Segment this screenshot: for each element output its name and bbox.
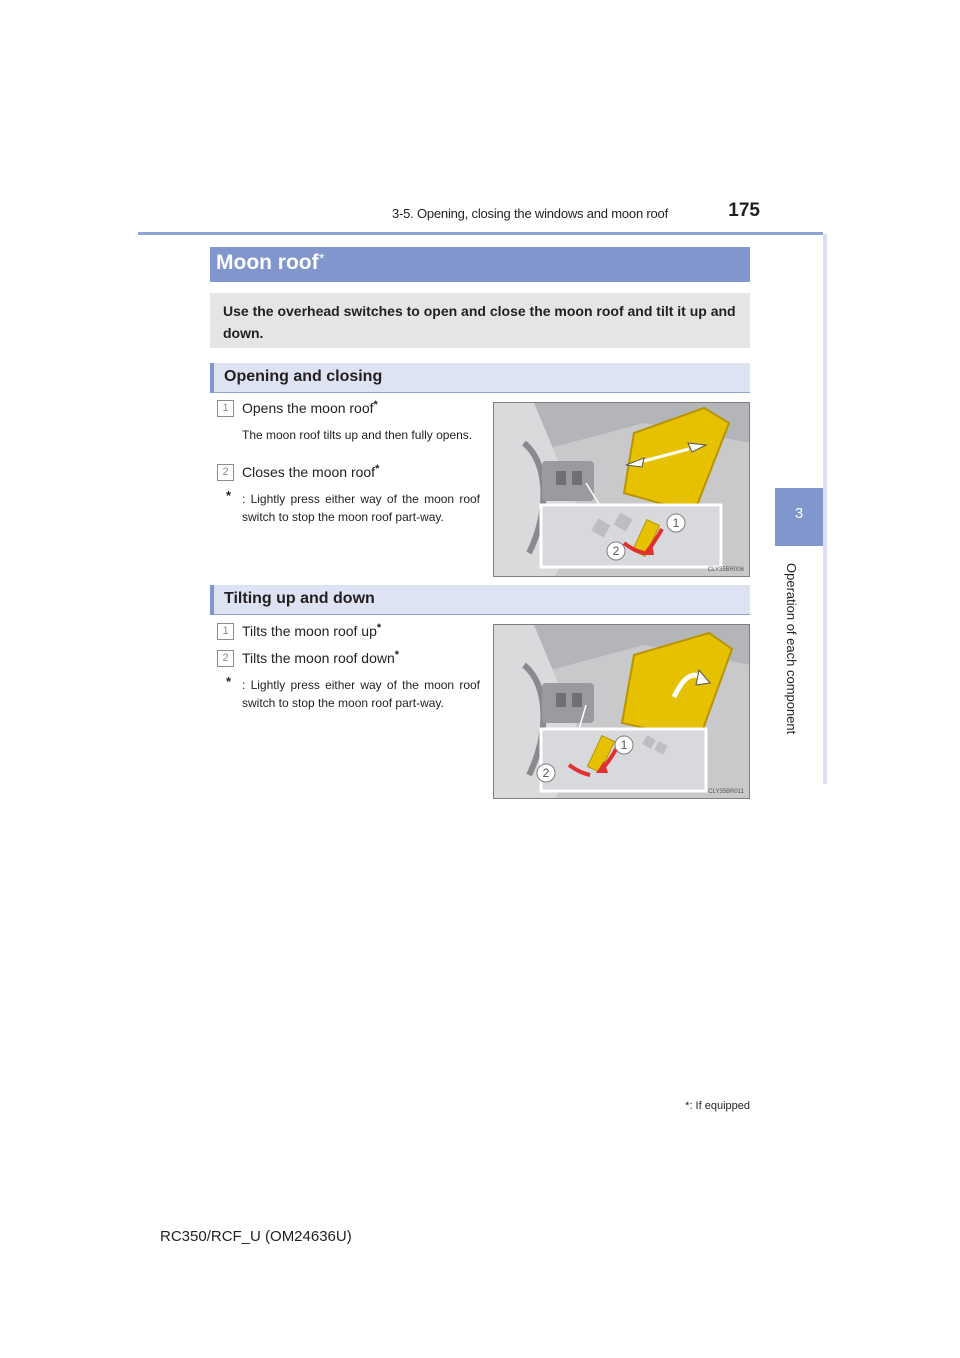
note-star: * xyxy=(226,488,232,503)
callout-2: 2 xyxy=(542,766,550,780)
item-tilt-down xyxy=(242,650,399,666)
illustration-tilt xyxy=(493,624,750,799)
item-star: * xyxy=(376,622,382,634)
item-description: The moon roof tilts up and then fully opens. xyxy=(242,428,473,442)
subheading-text: Opening and closing xyxy=(224,368,383,385)
item-star: * xyxy=(394,649,400,661)
item-tilt-up xyxy=(242,623,381,639)
side-strip xyxy=(823,234,827,784)
item-number: 2 xyxy=(217,464,234,481)
item-number: 2 xyxy=(217,650,234,667)
title-star: * xyxy=(319,250,325,266)
page-number: 175 xyxy=(728,200,760,221)
note-text: : Lightly press either way of the moon roof switch to stop the moon roof part-way. xyxy=(242,678,480,710)
item-text: Tilts the moon roof up xyxy=(242,623,377,639)
intro-text: Use the overhead switches to open and close the moon roof and tilt it up and down. xyxy=(210,293,750,348)
footer-model-code: RC350/RCF_U (OM24636U) xyxy=(160,1228,352,1245)
item-text: Closes the moon roof xyxy=(242,464,376,480)
subheading-tilting xyxy=(210,585,750,615)
note-text: : Lightly press either way of the moon roof switch to stop the moon roof part-way. xyxy=(242,492,480,524)
callout-1: 1 xyxy=(620,738,628,752)
header-rule xyxy=(138,232,823,235)
footnote-text: : If equipped xyxy=(689,1100,750,1112)
item-star: * xyxy=(373,399,378,411)
footnote-star: * xyxy=(685,1100,690,1112)
illustration-open-close xyxy=(493,402,750,577)
illustration-code: CLY35BR011 xyxy=(708,789,744,795)
note-star: * xyxy=(226,674,232,689)
item-text: Tilts the moon roof down xyxy=(242,650,395,666)
item-opens xyxy=(242,400,378,416)
item-star: * xyxy=(375,463,380,475)
chapter-label: Operation of each component xyxy=(784,563,799,735)
item-text: Opens the moon roof xyxy=(242,400,374,416)
item-closes xyxy=(242,464,379,480)
subheading-opening-closing xyxy=(210,363,750,393)
callout-1: 1 xyxy=(672,516,680,530)
subheading-text: Tilting up and down xyxy=(224,590,375,607)
chapter-tab: 3 xyxy=(775,488,823,546)
item-number: 1 xyxy=(217,400,234,417)
section-title: 3-5. Opening, closing the windows and moon roof xyxy=(391,206,668,221)
illustration-code: CLY35BR006 xyxy=(707,567,744,573)
subheading-mark xyxy=(210,363,214,393)
title-bar xyxy=(210,247,750,282)
footnote xyxy=(640,1100,750,1112)
callout-2: 2 xyxy=(612,544,620,558)
subheading-mark xyxy=(210,585,214,615)
page-heading: Moon roof xyxy=(216,251,319,274)
item-number: 1 xyxy=(217,623,234,640)
